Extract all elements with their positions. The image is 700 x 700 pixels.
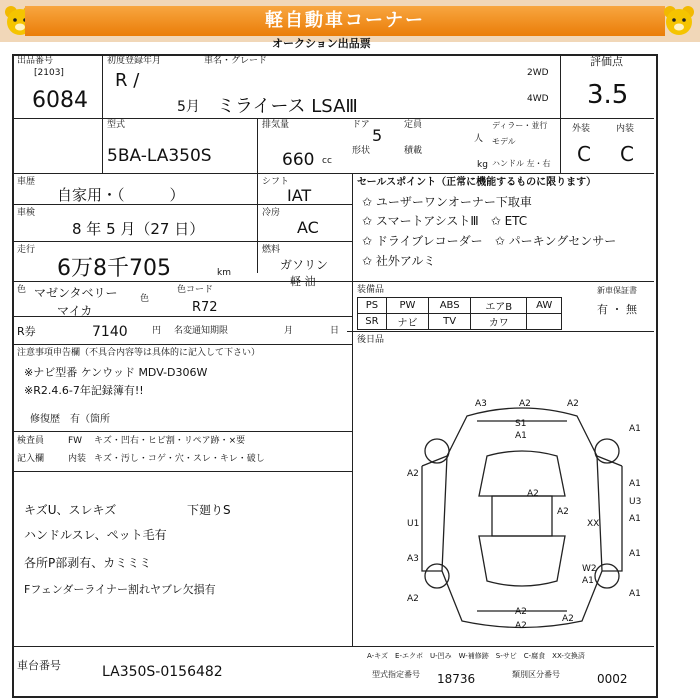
diagram-mark: A1 xyxy=(629,549,641,559)
diagram-mark: A2 xyxy=(515,621,527,631)
divider xyxy=(347,281,654,282)
int-label: 内装 xyxy=(616,124,635,134)
equip-abs: ABS xyxy=(429,298,471,314)
divider xyxy=(352,173,353,646)
divider xyxy=(12,471,352,472)
remarks-label: 注意事項申告欄（不具合内容等は具体的に記入して下さい） xyxy=(17,348,261,358)
equip-sr: SR xyxy=(358,314,387,330)
load-label: 積載 xyxy=(404,146,423,156)
inspection-value: 8 年 5 月（27 日） xyxy=(72,220,205,238)
sales-point-3: ✩ ドライブレコーダー ✩ パーキングセンサー xyxy=(362,234,617,248)
displacement-label: 排気量 xyxy=(262,120,290,130)
displacement-unit: cc xyxy=(322,156,332,166)
diagram-mark: U3 xyxy=(629,497,642,507)
divider xyxy=(12,241,352,242)
chassis-label: 車台番号 xyxy=(17,659,61,672)
model-year-label: モデル xyxy=(492,137,516,146)
diagram-mark: A2 xyxy=(407,594,419,604)
displacement-value: 660 xyxy=(282,150,315,170)
warranty-label: 新車保証書 xyxy=(597,286,637,295)
inspector-label: 検査員 xyxy=(17,436,45,446)
capacity-unit: 人 xyxy=(474,134,484,144)
diagram-mark: A1 xyxy=(629,514,641,524)
lot-number: 6084 xyxy=(32,88,88,113)
color-code: R72 xyxy=(192,300,218,315)
recorder-label: 記入欄 xyxy=(17,454,45,464)
recycle-label: R券 xyxy=(17,325,36,338)
diagram-mark: A2 xyxy=(567,399,579,409)
color-label-2: 色 xyxy=(140,294,150,304)
repair-history: 修復歴 有（箇所 xyxy=(30,414,110,425)
sales-point-2: ✩ スマートアシストⅢ ✩ ETC xyxy=(362,214,528,228)
color-value-1: マゼンタベリー xyxy=(34,286,118,300)
divider xyxy=(12,646,654,647)
car-damage-diagram xyxy=(397,396,647,636)
ac-label: 冷房 xyxy=(262,208,281,218)
model-label: 型式 xyxy=(107,120,126,130)
ac-value: AC xyxy=(297,218,319,237)
remarks-line-1: ※ナビ型番 ケンウッド MDV-D306W xyxy=(24,366,208,379)
mileage-label: 走行 xyxy=(17,245,36,255)
later-items-label: 後日品 xyxy=(357,335,385,345)
mileage-unit: km xyxy=(217,268,231,278)
color-value-2: マイカ xyxy=(57,304,93,318)
equipment-grid xyxy=(357,297,562,330)
history-label: 車歴 xyxy=(17,177,36,187)
divider xyxy=(102,54,103,173)
diagram-mark: A1 xyxy=(629,424,641,434)
shift-value: IAT xyxy=(287,186,312,205)
page-title: 軽自動車コーナー xyxy=(25,6,665,36)
lot-code: [2103] xyxy=(34,68,64,78)
warranty-value: 有 ・ 無 xyxy=(597,303,637,316)
diagram-mark: A1 xyxy=(582,576,594,586)
form-label: 形状 xyxy=(352,146,371,156)
equip-ps: PS xyxy=(358,298,387,314)
diagram-mark: A2 xyxy=(562,614,574,624)
note-line-3: 各所P部剥有、カミミミ xyxy=(24,556,152,570)
note-line-1: キズU、スレキズ xyxy=(24,503,117,517)
type-cert-label: 型式指定番号 xyxy=(372,670,420,679)
diagram-mark: W2 xyxy=(582,564,597,574)
diagram-mark: XX xyxy=(587,519,600,529)
first-reg-label: 初度登録年月 xyxy=(107,56,162,66)
history-value: 自家用・（ ） xyxy=(57,186,185,204)
drive-4wd: 4WD xyxy=(527,94,549,104)
recorder-int-text: キズ・汚し・コゲ・穴・スレ・キレ・破し xyxy=(94,454,265,464)
diagram-mark: A3 xyxy=(407,554,419,564)
inspector-fw: FW xyxy=(68,436,83,446)
damage-legend: A-キズ E-エクボ U-凹み W-補修跡 S-サビ C-腐食 XX-交換済 xyxy=(367,652,585,660)
diagram-mark: A1 xyxy=(515,431,527,441)
diagram-mark: A2 xyxy=(557,507,569,517)
inspector-fw-text: キズ・凹右・ヒビ割・リペア跡・×要 xyxy=(94,436,246,446)
note-underbody: 下廻りS xyxy=(187,503,231,517)
divider xyxy=(12,173,654,174)
fuel-diesel: 軽 油 xyxy=(290,275,316,288)
divider xyxy=(12,431,352,432)
recycle-value: 7140 xyxy=(92,324,128,340)
name-label: 車名・グレード xyxy=(204,56,268,66)
diagram-mark: A2 xyxy=(407,469,419,479)
remarks-line-2: ※R2.4.6-7年記録簿有!! xyxy=(24,384,144,397)
ext-grade: C xyxy=(577,142,591,166)
note-line-4: Fフェンダーライナー割れヤブレ欠損有 xyxy=(24,583,216,596)
ext-label: 外装 xyxy=(572,124,591,134)
tax-notice-day: 日 xyxy=(330,326,340,336)
fuel-label: 燃料 xyxy=(262,245,281,255)
auction-sheet xyxy=(12,37,658,696)
sales-points-label: セールスポイント（正常に機能するものに限ります） xyxy=(357,177,597,188)
diagram-mark: A2 xyxy=(515,607,527,617)
equip-aw: AW xyxy=(527,298,562,314)
category-label: 類別区分番号 xyxy=(512,670,560,679)
diagram-mark: U1 xyxy=(407,519,420,529)
inspection-label: 車検 xyxy=(17,208,36,218)
divider xyxy=(12,118,654,119)
recorder-int: 内装 xyxy=(68,454,87,464)
divider xyxy=(560,54,561,173)
mileage-value: 6万8千705 xyxy=(57,256,171,281)
equip-pw: PW xyxy=(386,298,428,314)
capacity-label: 定員 xyxy=(404,120,423,130)
note-line-2: ハンドルスレ、ペット毛有 xyxy=(24,528,167,542)
tax-notice-label: 名変通知期限 xyxy=(174,326,229,336)
divider xyxy=(12,344,352,345)
diagram-mark: A2 xyxy=(519,399,531,409)
handle-label: ハンドル 左・右 xyxy=(492,159,551,168)
sheet-top-title: オークション出品票 xyxy=(272,37,371,50)
sales-point-1: ✩ ユーザーワンオーナー下取車 xyxy=(362,195,532,209)
first-reg-month: 5月 xyxy=(177,99,200,115)
category-value: 0002 xyxy=(597,672,628,686)
shift-label: シフト xyxy=(262,177,290,187)
lot-label: 出品番号 xyxy=(17,56,54,66)
equip-airbag: エアB xyxy=(471,298,527,314)
diagram-mark: A1 xyxy=(629,479,641,489)
diagram-mark: A1 xyxy=(629,589,641,599)
color-code-label: 色コード xyxy=(177,285,214,295)
chassis-number: LA350S-0156482 xyxy=(102,664,223,680)
car-name: ミライース LSAⅢ xyxy=(217,96,358,117)
first-reg-year: R / xyxy=(115,70,140,91)
equip-leather: カワ xyxy=(471,314,527,330)
drive-2wd: 2WD xyxy=(527,68,549,78)
diagram-mark: A2 xyxy=(527,489,539,499)
fuel-gasoline: ガソリン xyxy=(280,258,329,272)
header-bar xyxy=(0,0,700,42)
equip-navi: ナビ xyxy=(386,314,428,330)
type-cert-value: 18736 xyxy=(437,672,476,686)
color-label: 色 xyxy=(17,285,27,295)
bear-icon xyxy=(662,4,696,38)
diagram-mark: S1 xyxy=(515,419,527,429)
load-unit: kg xyxy=(477,160,488,170)
recycle-unit: 円 xyxy=(152,326,162,336)
sales-point-4: ✩ 社外アルミ xyxy=(362,254,436,268)
dealer-label: ディラー・並行 xyxy=(492,121,548,130)
model-value: 5BA-LA350S xyxy=(107,146,212,166)
doors-value: 5 xyxy=(372,126,383,145)
divider xyxy=(347,331,654,332)
score-label: 評価点 xyxy=(590,55,623,68)
diagram-mark: A3 xyxy=(475,399,487,409)
divider xyxy=(257,118,258,273)
score-value: 3.5 xyxy=(587,80,629,110)
equip-tv: TV xyxy=(429,314,471,330)
doors-label: ドア xyxy=(352,120,370,130)
tax-notice-month: 月 xyxy=(284,326,294,336)
equipment-label: 装備品 xyxy=(357,285,385,295)
int-grade: C xyxy=(620,142,634,166)
